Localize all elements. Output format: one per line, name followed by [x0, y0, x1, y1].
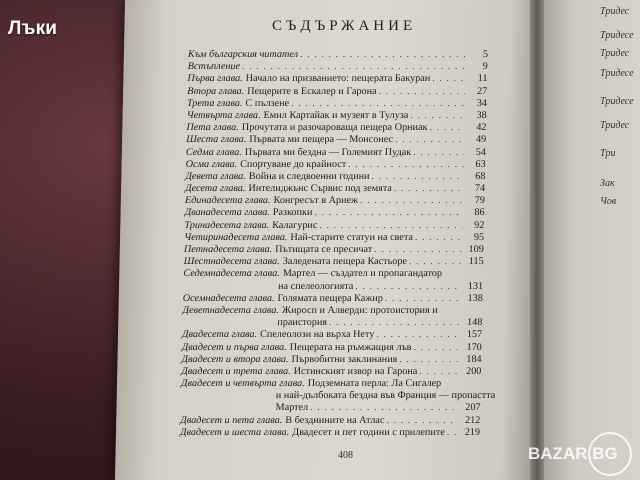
toc-page: 34 [476, 97, 488, 109]
toc-leader-dots [419, 366, 459, 378]
toc-entry [185, 207, 485, 219]
toc-entry [185, 183, 485, 195]
toc-chapter: Четвърта глава. [186, 109, 261, 121]
toc-leader-dots [300, 49, 466, 61]
toc-title: Истинският извор на Гарона [293, 365, 418, 377]
toc-title: С пълзене [245, 97, 290, 109]
toc-chapter: Встъпление [187, 61, 241, 73]
toc-chapter: Десета глава. [185, 183, 246, 195]
toc-title: праистория [277, 317, 328, 329]
logo: Лъки [8, 18, 58, 39]
toc-title: В безднините на Атлас [285, 414, 385, 426]
toc-title: Първата ми пещера — Монсонес [249, 134, 394, 146]
toc-leader-dots [413, 147, 464, 159]
toc-leader-dots [314, 207, 463, 219]
right-page-fragment: Тридес [600, 6, 630, 17]
toc-chapter: Деветнадесета глава. [182, 304, 280, 316]
toc-page: 79 [474, 195, 486, 207]
toc-page: 131 [467, 280, 484, 292]
toc-leader-dots [329, 317, 461, 329]
toc-leader-dots [394, 183, 464, 195]
toc-entry [186, 134, 486, 146]
toc-entry [181, 354, 481, 366]
toc-entry [184, 232, 484, 244]
toc-leader-dots [291, 98, 465, 110]
toc-entry [184, 220, 484, 232]
toc-title: Жиросп и Алверди: протоистория и [281, 304, 438, 316]
toc-chapter: Шеста глава. [186, 134, 247, 146]
toc-leader-dots [413, 342, 460, 354]
toc-entry [182, 342, 482, 354]
toc-leader-dots [415, 232, 462, 244]
right-page-fragment: Тридесе [600, 30, 634, 41]
toc-leader-dots [376, 329, 460, 341]
toc-entry [185, 195, 485, 207]
toc-chapter: Седма глава. [185, 146, 242, 158]
toc-chapter: Осемнадесета глава. [182, 292, 275, 304]
toc-title: Двадесет и пет години с прилепите [292, 426, 445, 438]
toc-page: 184 [466, 353, 482, 365]
toc-title: Първата ми бездна — Големият Пудак [244, 146, 412, 158]
toc-chapter: Двадесет и първа глава. [181, 341, 287, 353]
toc-title: Спортуване до крайност [240, 158, 347, 170]
toc-chapter: Двадесета глава. [181, 329, 258, 341]
watermark-text: BAZAR.BG [528, 444, 618, 463]
toc-title: Заледената пещера Кастьоре [282, 256, 408, 268]
toc-page: 92 [474, 219, 485, 231]
toc-page: 54 [475, 146, 487, 158]
right-page-fragment: Тридес [600, 48, 630, 59]
toc-title: Разкопки [272, 207, 313, 219]
toc-page: 86 [474, 207, 485, 219]
toc-entry [183, 281, 483, 293]
right-page-fragment: Три [600, 148, 616, 159]
toc-entry [184, 244, 484, 256]
toc-leader-dots [374, 244, 462, 256]
watermark [528, 432, 632, 472]
toc-leader-dots [371, 171, 463, 183]
toc-page: 212 [464, 414, 481, 426]
toc-page: 11 [477, 73, 488, 85]
toc-chapter: Към българския читател [187, 49, 299, 60]
toc-leader-dots [399, 354, 460, 366]
toc-chapter: Двадесет и пета глава. [180, 414, 283, 426]
toc-title: Подземната перла: Ла Сигалер [307, 378, 442, 390]
toc-entry [186, 122, 486, 134]
toc-entry [182, 317, 482, 329]
toc-leader-dots [409, 256, 462, 268]
toc-page: 200 [465, 365, 482, 377]
toc-page: 109 [468, 244, 484, 255]
toc-entry [187, 86, 487, 98]
toc-entry [183, 268, 483, 280]
page-title: СЪДЪРЖАНИЕ [272, 18, 417, 34]
toc-page: 115 [468, 256, 484, 268]
toc-entry [183, 256, 483, 268]
toc-entry [181, 390, 496, 402]
toc-chapter: Петнадесета глава. [183, 244, 273, 255]
toc-chapter: Двадесет и трета глава. [181, 365, 291, 377]
toc-leader-dots [432, 73, 465, 85]
toc-page: 219 [464, 426, 481, 438]
toc-leader-dots [386, 415, 458, 427]
toc-chapter: Пета глава. [186, 122, 239, 134]
toc-chapter: Единадесета глава. [184, 195, 271, 207]
toc-leader-dots [395, 134, 464, 146]
toc-chapter: Шестнадесета глава. [183, 256, 280, 268]
toc-page: 207 [465, 402, 481, 414]
toc-entry [180, 415, 480, 427]
right-page-fragment: Чов [600, 196, 617, 207]
toc-chapter: Трета глава. [186, 97, 243, 109]
toc-leader-dots [348, 159, 464, 171]
toc-title: Емил Картайак и музеят в Тулуза [263, 109, 409, 121]
toc-page: 74 [474, 183, 486, 195]
toc-entry [187, 110, 487, 122]
toc-page: 42 [476, 122, 487, 134]
toc-page: 5 [482, 49, 489, 60]
toc-leader-dots [242, 61, 466, 73]
toc-chapter: Девета глава. [185, 170, 246, 182]
toc-entry [188, 49, 488, 61]
watermark-seal [588, 432, 632, 476]
toc-leader-dots [447, 427, 459, 439]
toc-chapter: Първа глава. [187, 73, 243, 85]
toc-title: Пътищата се пресичат [275, 244, 373, 255]
toc-page: 138 [467, 292, 483, 304]
toc-title: Конгресът в Ариеж [273, 195, 359, 207]
toc-page: 63 [475, 158, 486, 170]
toc-entry [186, 159, 486, 171]
toc-chapter: Осма глава. [185, 158, 238, 170]
toc-entry [180, 427, 480, 439]
toc-chapter: Седемнадесета глава. [183, 268, 280, 280]
toc-title: Пещерата на ръмжащия лъв [289, 341, 412, 353]
toc-entry [181, 366, 481, 378]
toc-chapter: Дванадесета глава. [184, 207, 270, 219]
toc-chapter: Двадесет и шеста глава. [179, 426, 290, 438]
toc-leader-dots [355, 281, 461, 293]
toc-title: Спелеолози на върха Нету [259, 329, 375, 341]
toc-page: 170 [466, 341, 482, 353]
toc-leader-dots [310, 402, 459, 414]
toc-title: Мартел — създател и пропагандатор [282, 268, 443, 280]
toc-title: Пещерите в Ескалер и Гарона [247, 85, 377, 97]
toc-title: и най-дълбоката бездна във Франция — пропастта [275, 390, 496, 402]
page-number: 408 [338, 450, 353, 461]
toc-title: Война и следвоенни години [248, 170, 370, 182]
toc-chapter: Тринадесета глава. [184, 219, 270, 231]
toc-chapter: Двадесет и четвърта глава. [180, 378, 305, 390]
toc-title: Най-старите статуи на света [290, 231, 414, 243]
toc-page: 157 [466, 329, 483, 341]
toc-entry [182, 305, 482, 317]
toc-entry [186, 147, 486, 159]
toc-entry [181, 378, 481, 390]
right-page-fragment: Тридесе [600, 96, 634, 107]
toc-leader-dots [429, 122, 464, 134]
right-page-fragment: Зак [600, 178, 615, 189]
toc-page: 68 [475, 170, 486, 182]
toc-entry [183, 293, 483, 305]
toc-title: на спелеологията [278, 280, 354, 292]
toc-page: 148 [466, 317, 483, 329]
toc-page: 9 [482, 61, 488, 73]
book-gutter [530, 0, 544, 480]
toc-chapter: Четиринадесета глава. [184, 231, 288, 243]
toc-leader-dots [360, 195, 463, 207]
toc-entry [187, 98, 487, 110]
toc-title: Първобитни заклинания [291, 353, 398, 365]
toc-page: 95 [473, 231, 485, 243]
toc-leader-dots [378, 86, 465, 98]
toc-title: Интелиджънс Сървис под земята [248, 183, 392, 195]
toc-chapter: Двадесет и втора глава. [181, 353, 289, 365]
table-of-contents [179, 49, 496, 439]
toc-entry [180, 402, 480, 414]
right-page-fragment: Тридесе [600, 68, 634, 79]
toc-page: 38 [476, 109, 487, 121]
toc-leader-dots [385, 293, 461, 305]
toc-leader-dots [319, 220, 462, 232]
toc-title: Начало на призванието: пещерата Бакуран [245, 73, 431, 85]
toc-title: Калагурис [272, 219, 318, 231]
toc-leader-dots [410, 110, 465, 122]
toc-title: Мартел [275, 402, 309, 414]
toc-entry [188, 61, 488, 73]
toc-page: 27 [476, 85, 488, 97]
toc-page: 49 [475, 134, 487, 146]
toc-title: Прочутата и разочароваща пещера Орниак [241, 122, 428, 134]
toc-entry [182, 329, 482, 341]
right-page-fragment: Тридес [600, 120, 630, 131]
toc-entry [187, 73, 487, 85]
toc-title: Голямата пещера Кажир [277, 292, 383, 304]
toc-chapter: Втора глава. [187, 85, 245, 97]
toc-entry [185, 171, 485, 183]
